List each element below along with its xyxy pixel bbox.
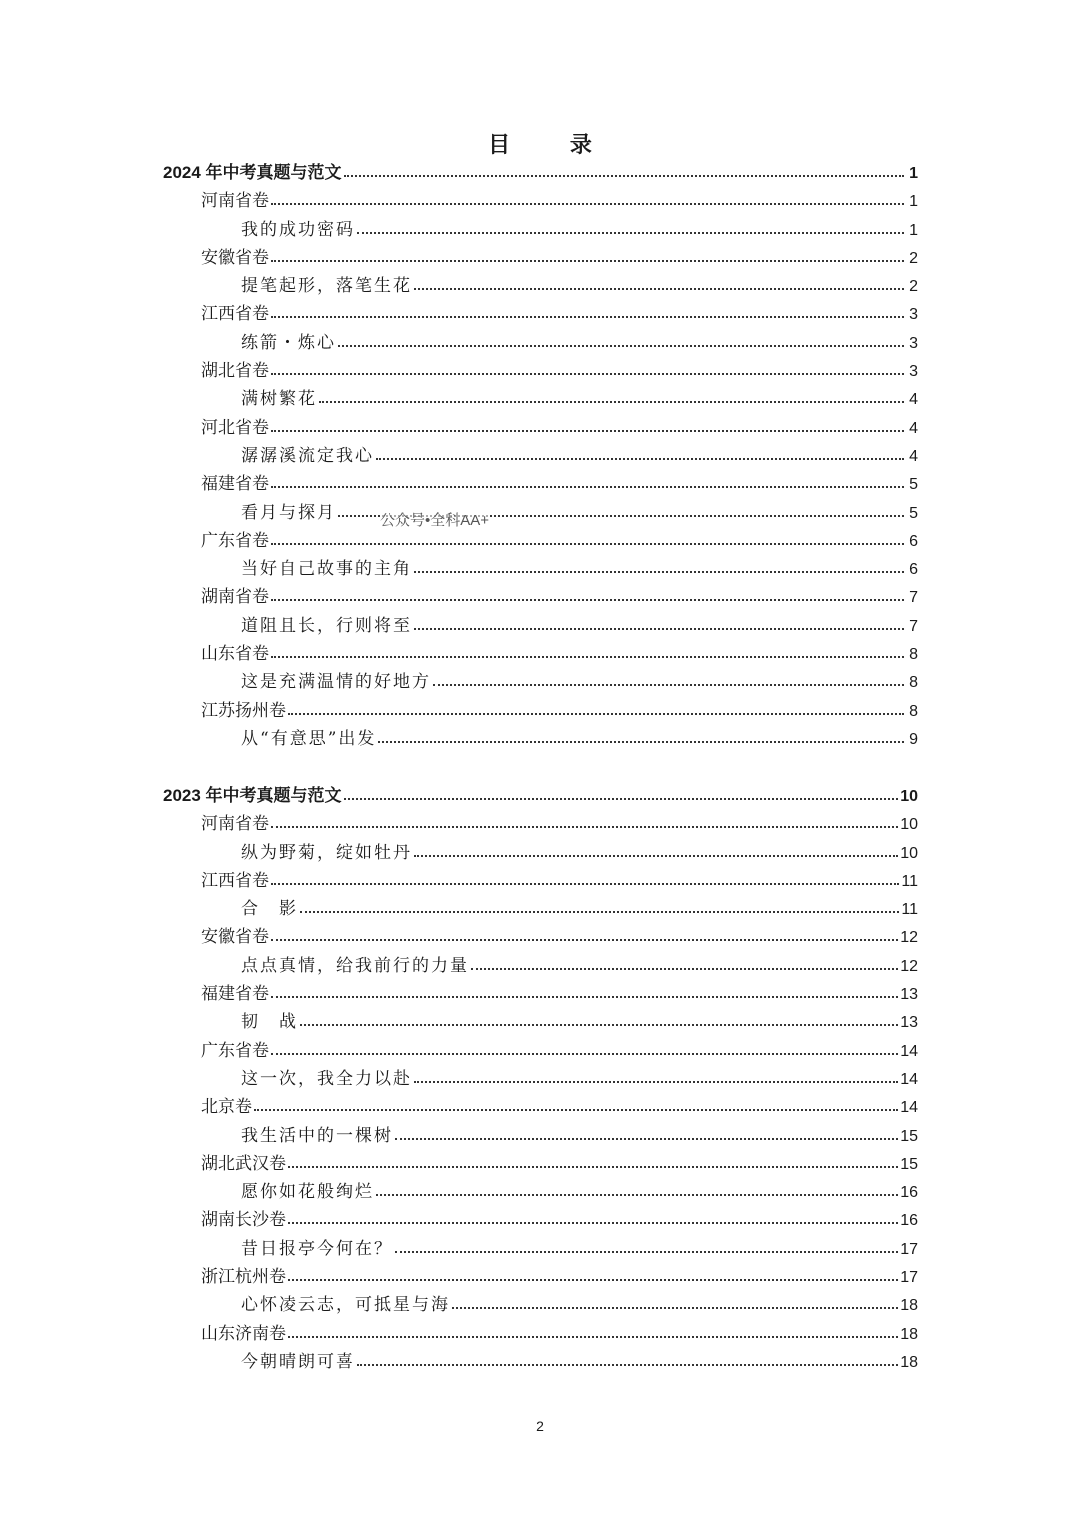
toc-entry-label: 江西省卷 xyxy=(201,870,269,891)
toc-entry-region[interactable] xyxy=(163,980,918,1008)
toc-entry-page-number: 6 xyxy=(909,561,918,579)
dot-leader xyxy=(271,529,904,546)
dot-leader xyxy=(357,1350,898,1367)
dot-leader xyxy=(288,1152,898,1169)
toc-entry-label: 湖南省卷 xyxy=(201,587,269,608)
toc-entry-essay[interactable] xyxy=(163,668,918,696)
dot-leader xyxy=(271,246,904,263)
dot-leader xyxy=(271,416,904,433)
toc-entry-essay[interactable] xyxy=(163,442,918,470)
dot-leader xyxy=(288,1265,898,1282)
toc-entry-label: 点点真情，给我前行的力量 xyxy=(241,955,469,976)
toc-entry-page-number: 2 xyxy=(909,278,918,296)
toc-entry-essay[interactable] xyxy=(163,1235,918,1263)
toc-entry-page-number: 2 xyxy=(909,249,918,267)
toc-entry-page-number: 4 xyxy=(909,447,918,465)
toc-entry-page-number: 4 xyxy=(909,419,918,437)
toc-entry-region[interactable] xyxy=(163,527,918,555)
dot-leader xyxy=(414,274,904,291)
toc-entry-essay[interactable] xyxy=(163,1348,918,1376)
toc-entry-region[interactable] xyxy=(163,470,918,498)
toc-entry-page-number: 8 xyxy=(909,646,918,664)
dot-leader xyxy=(271,925,898,942)
toc-entry-page-number: 10 xyxy=(900,816,918,834)
toc-entry-label: 道阻且长，行则将至 xyxy=(241,615,412,636)
toc-entry-label: 这是充满温情的好地方 xyxy=(241,672,431,693)
toc-entry-page-number: 11 xyxy=(901,872,918,890)
dot-leader xyxy=(357,218,904,235)
dot-leader xyxy=(300,897,899,914)
toc-entry-label: 河南省卷 xyxy=(201,191,269,212)
toc-entry-page-number: 14 xyxy=(900,1042,918,1060)
toc-entry-essay[interactable] xyxy=(163,1065,918,1093)
toc-entry-label: 我生活中的一棵树 xyxy=(241,1125,393,1146)
dot-leader xyxy=(271,869,899,886)
toc-entry-essay[interactable] xyxy=(163,1122,918,1150)
dot-leader xyxy=(414,614,904,631)
toc-entry-region[interactable] xyxy=(163,867,918,895)
toc-entry-page-number: 12 xyxy=(900,929,918,947)
toc-entry-page-number: 1 xyxy=(909,221,918,239)
toc-entry-region[interactable] xyxy=(163,187,918,215)
dot-leader xyxy=(288,1322,898,1339)
dot-leader xyxy=(300,1010,898,1027)
toc-entry-page-number: 3 xyxy=(909,334,918,352)
toc-entry-page-number: 7 xyxy=(909,589,918,607)
dot-leader xyxy=(271,585,904,602)
toc-entry-page-number: 10 xyxy=(900,844,918,862)
toc-entry-page-number: 14 xyxy=(900,1099,918,1117)
toc-section-2023 xyxy=(163,782,918,1376)
toc-entry-page-number: 17 xyxy=(900,1269,918,1287)
toc-section-heading[interactable] xyxy=(163,782,918,810)
toc-entry-page-number: 8 xyxy=(909,702,918,720)
toc-entry-label: 今朝晴朗可喜 xyxy=(241,1351,355,1372)
toc-entry-essay[interactable] xyxy=(163,1178,918,1206)
dot-leader xyxy=(288,1208,898,1225)
toc-entry-page-number: 4 xyxy=(909,391,918,409)
toc-entry-region[interactable] xyxy=(163,1320,918,1348)
toc-section-heading[interactable] xyxy=(163,159,918,187)
dot-leader xyxy=(414,557,904,574)
toc-entry-region[interactable] xyxy=(163,300,918,328)
toc-entry-region[interactable] xyxy=(163,1037,918,1065)
toc-entry-label: 这一次，我全力以赴 xyxy=(241,1068,412,1089)
toc-entry-region[interactable] xyxy=(163,357,918,385)
dot-leader xyxy=(395,1124,898,1141)
dot-leader xyxy=(395,1237,898,1254)
dot-leader xyxy=(414,1067,898,1084)
dot-leader xyxy=(433,670,904,687)
toc-entry-label: 河北省卷 xyxy=(201,417,269,438)
toc-entry-region[interactable] xyxy=(163,244,918,272)
toc-entry-region[interactable] xyxy=(163,810,918,838)
toc-entry-page-number: 9 xyxy=(909,730,918,748)
page-number: 2 xyxy=(536,1418,544,1434)
toc-entry-page-number: 18 xyxy=(900,1353,918,1371)
toc-entry-label: 合 影 xyxy=(241,899,298,920)
toc-entry-page-number: 3 xyxy=(909,306,918,324)
toc-entry-essay[interactable] xyxy=(163,952,918,980)
dot-leader xyxy=(271,982,898,999)
dot-leader xyxy=(471,954,898,971)
toc-entry-essay[interactable] xyxy=(163,216,918,244)
toc-entry-label: 提笔起形，落笔生花 xyxy=(241,276,412,297)
toc-entry-essay[interactable] xyxy=(163,499,918,527)
toc-entry-label: 2024 年中考真题与范文 xyxy=(163,163,342,182)
toc-entry-page-number: 10 xyxy=(900,788,918,805)
toc-entry-region[interactable] xyxy=(163,1206,918,1234)
toc-entry-label: 满树繁花 xyxy=(241,389,317,410)
toc-entry-region[interactable] xyxy=(163,923,918,951)
toc-entry-page-number: 18 xyxy=(900,1325,918,1343)
toc-entry-label: 2023 年中考真题与范文 xyxy=(163,786,342,805)
toc-entry-label: 浙江杭州卷 xyxy=(201,1267,286,1288)
dot-leader xyxy=(319,387,904,404)
toc-entry-page-number: 3 xyxy=(909,363,918,381)
toc-entry-label: 山东济南卷 xyxy=(201,1323,286,1344)
dot-leader xyxy=(344,161,904,178)
dot-leader xyxy=(271,359,904,376)
toc-entry-label: 纵为野菊，绽如牡丹 xyxy=(241,842,412,863)
toc-entry-label: 湖北省卷 xyxy=(201,361,269,382)
toc-entry-page-number: 14 xyxy=(900,1070,918,1088)
dot-leader xyxy=(376,444,904,461)
toc-entry-page-number: 16 xyxy=(900,1184,918,1202)
toc-entry-label: 从“有意思”出发 xyxy=(241,728,377,749)
dot-leader xyxy=(288,699,904,716)
toc-entry-label: 当好自己故事的主角 xyxy=(241,559,412,580)
toc-entry-page-number: 18 xyxy=(900,1297,918,1315)
toc-entry-label: 看月与探月 xyxy=(241,502,336,523)
toc-entry-label: 福建省卷 xyxy=(201,474,269,495)
dot-leader xyxy=(338,331,904,348)
dot-leader xyxy=(344,784,899,801)
dot-leader xyxy=(414,841,898,858)
toc-entry-label: 昔日报亭今何在？ xyxy=(241,1238,393,1259)
toc-entry-essay[interactable] xyxy=(163,839,918,867)
toc-entry-label: 安徽省卷 xyxy=(201,927,269,948)
toc-entry-region[interactable] xyxy=(163,414,918,442)
toc-entry-page-number: 8 xyxy=(909,674,918,692)
toc-entry-page-number: 12 xyxy=(900,957,918,975)
toc-entry-label: 广东省卷 xyxy=(201,530,269,551)
toc-entry-page-number: 1 xyxy=(909,165,918,182)
toc-entry-region[interactable] xyxy=(163,1150,918,1178)
toc-entry-label: 潺潺溪流定我心 xyxy=(241,445,374,466)
toc-entry-region[interactable] xyxy=(163,640,918,668)
toc-entry-essay[interactable] xyxy=(163,1008,918,1036)
toc-entry-page-number: 16 xyxy=(900,1212,918,1230)
toc-entry-page-number: 15 xyxy=(900,1127,918,1145)
toc-entry-essay[interactable] xyxy=(163,895,918,923)
toc-entry-page-number: 5 xyxy=(909,476,918,494)
toc-entry-label: 心怀凌云志，可抵星与海 xyxy=(241,1295,450,1316)
toc-entry-label: 安徽省卷 xyxy=(201,247,269,268)
dot-leader xyxy=(271,1039,898,1056)
toc-entry-page-number: 6 xyxy=(909,532,918,550)
toc-entry-essay[interactable] xyxy=(163,1291,918,1319)
toc-entry-label: 山东省卷 xyxy=(201,644,269,665)
dot-leader xyxy=(271,642,904,659)
dot-leader xyxy=(378,727,904,744)
toc-entry-region[interactable] xyxy=(163,1093,918,1121)
toc-entry-label: 广东省卷 xyxy=(201,1040,269,1061)
dot-leader xyxy=(376,1180,898,1197)
toc-entry-essay[interactable] xyxy=(163,612,918,640)
toc-entry-label: 湖北武汉卷 xyxy=(201,1153,286,1174)
toc-entry-page-number: 5 xyxy=(909,504,918,522)
toc-entry-label: 河南省卷 xyxy=(201,814,269,835)
toc-entry-region[interactable] xyxy=(163,697,918,725)
dot-leader xyxy=(271,812,898,829)
toc-entry-region[interactable] xyxy=(163,1263,918,1291)
toc-entry-page-number: 17 xyxy=(900,1240,918,1258)
watermark-text: 公众号•全科AA+ xyxy=(380,509,489,530)
page-title: 目 录 xyxy=(488,133,618,158)
toc-entry-region[interactable] xyxy=(163,583,918,611)
toc-entry-label: 福建省卷 xyxy=(201,984,269,1005)
dot-leader xyxy=(254,1095,898,1112)
toc-section-2024 xyxy=(163,159,918,753)
toc-entry-essay[interactable] xyxy=(163,725,918,753)
dot-leader xyxy=(452,1293,898,1310)
dot-leader xyxy=(271,472,904,489)
toc-entry-essay[interactable] xyxy=(163,329,918,357)
toc-entry-page-number: 11 xyxy=(901,901,918,919)
toc-entry-essay[interactable] xyxy=(163,272,918,300)
toc-entry-page-number: 15 xyxy=(900,1155,918,1173)
toc-entry-page-number: 13 xyxy=(900,986,918,1004)
toc-entry-label: 韧 战 xyxy=(241,1012,298,1033)
toc-entry-label: 练箭・炼心 xyxy=(241,332,336,353)
toc-entry-label: 北京卷 xyxy=(201,1097,252,1118)
toc-entry-label: 江苏扬州卷 xyxy=(201,700,286,721)
dot-leader xyxy=(271,302,904,319)
toc-entry-page-number: 7 xyxy=(909,617,918,635)
toc-entry-label: 愿你如花般绚烂 xyxy=(241,1182,374,1203)
toc-entry-label: 江西省卷 xyxy=(201,304,269,325)
toc-entry-page-number: 1 xyxy=(909,193,918,211)
dot-leader xyxy=(271,189,904,206)
toc-entry-label: 我的成功密码 xyxy=(241,219,355,240)
toc-entry-label: 湖南长沙卷 xyxy=(201,1210,286,1231)
toc-entry-page-number: 13 xyxy=(900,1014,918,1032)
toc-entry-essay[interactable] xyxy=(163,555,918,583)
toc-entry-essay[interactable] xyxy=(163,385,918,413)
